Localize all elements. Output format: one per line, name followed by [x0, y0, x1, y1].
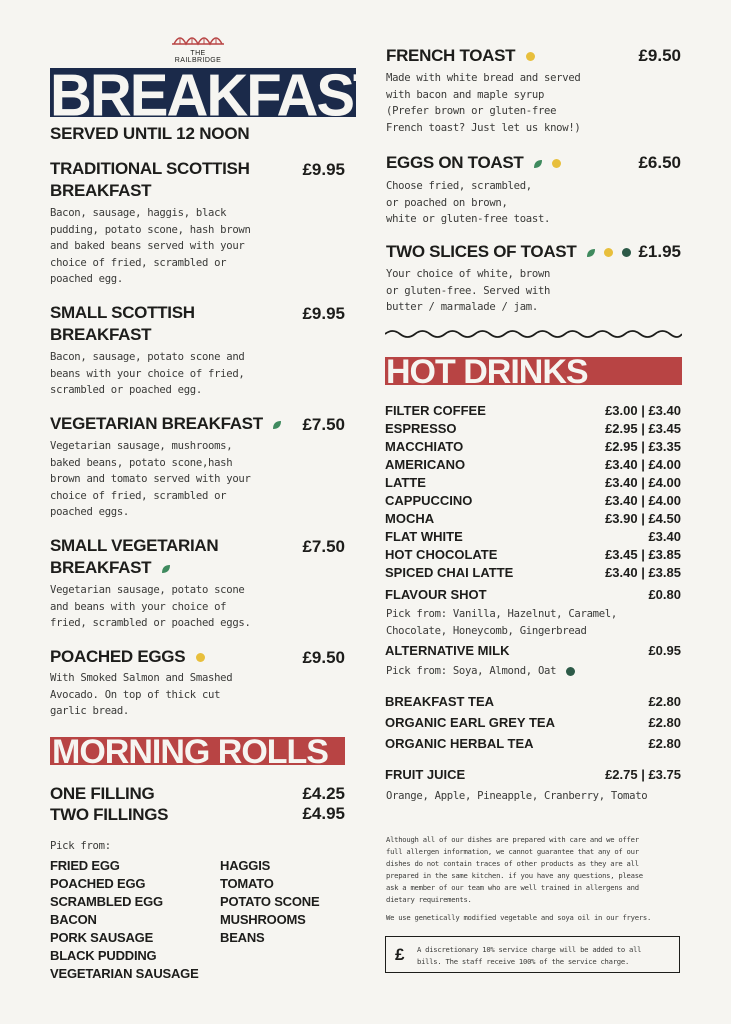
vegan-dot-icon: [622, 248, 631, 257]
brand-name: THE RAILBRIDGE: [174, 50, 222, 64]
hot-drinks-banner: [385, 357, 682, 385]
item-price: £6.50: [638, 153, 681, 172]
fish-dot-icon: [196, 653, 205, 662]
rolls-one-price: £4.25: [302, 784, 345, 803]
drink-row: FLAT WHITE £3.40: [385, 529, 681, 544]
drink-row: AMERICANO £3.40 | £4.00: [385, 457, 681, 472]
drink-row: ALTERNATIVE MILK £0.95: [385, 643, 681, 658]
pound-icon: £: [395, 945, 405, 964]
item-name: SMALL VEGETARIAN: [50, 536, 219, 555]
service-charge-box: [385, 936, 680, 973]
item-desc: Bacon, sausage, haggis, black pudding, potato scone, hash brown and baked beans served with your choice of fried, scrambled or poached egg.: [50, 207, 251, 286]
item-price: £1.95: [638, 242, 681, 261]
breakfast-title: BREAKFAST: [50, 62, 387, 129]
item-desc: Vegetarian sausage, mushrooms, baked beans, potato scone,hash brown and tomato served with your choice of fried, scrambled or poached eggs.: [50, 440, 251, 519]
item-price: £9.50: [302, 648, 345, 667]
vegan-dot-icon: [566, 667, 575, 676]
rolls-pick-label: Pick from:: [50, 840, 111, 852]
vegetarian-leaf-icon: [586, 248, 596, 258]
filling-item: BLACK PUDDING: [50, 948, 157, 963]
item-name: BREAKFAST: [50, 181, 152, 200]
drink-row: MACCHIATO £2.95 | £3.35: [385, 439, 681, 454]
drink-row: LATTE £3.40 | £4.00: [385, 475, 681, 490]
item-name: EGGS ON TOAST: [386, 152, 561, 174]
fish-dot-icon: [604, 248, 613, 257]
filling-item: POACHED EGG: [50, 876, 146, 891]
item-desc: Your choice of white, brown or gluten-free. Served with butter / marmalade / jam.: [386, 268, 551, 314]
filling-item: MUSHROOMS: [220, 912, 306, 927]
filling-item: VEGETARIAN SAUSAGE: [50, 966, 199, 981]
drink-row: ORGANIC EARL GREY TEA £2.80: [385, 715, 681, 730]
gm-note: We use genetically modified vegetable and soya oil in our fryers.: [386, 913, 652, 922]
filling-item: POTATO SCONE: [220, 894, 320, 909]
filling-item: FRIED EGG: [50, 858, 120, 873]
filling-item: BEANS: [220, 930, 265, 945]
item-price: £9.50: [638, 46, 681, 65]
hot-drinks-title: HOT DRINKS: [386, 357, 588, 385]
filling-item: HAGGIS: [220, 858, 271, 873]
item-desc: With Smoked Salmon and Smashed Avocado. On top of thick cut garlic bread.: [50, 672, 233, 718]
item-name: BREAKFAST: [50, 557, 171, 579]
item-name: TWO SLICES OF TOAST: [386, 241, 631, 263]
morning-rolls-banner: [50, 737, 345, 765]
item-price: £7.50: [302, 537, 345, 556]
filling-item: TOMATO: [220, 876, 274, 891]
drink-row: ORGANIC HERBAL TEA £2.80: [385, 736, 681, 751]
drink-row: BREAKFAST TEA £2.80: [385, 694, 681, 709]
filling-item: BACON: [50, 912, 97, 927]
filling-item: PORK SAUSAGE: [50, 930, 154, 945]
drink-row: FRUIT JUICE £2.75 | £3.75: [385, 767, 681, 782]
drink-row: SPICED CHAI LATTE £3.40 | £3.85: [385, 565, 681, 580]
rolls-one-label: ONE FILLING: [50, 784, 155, 803]
item-name: VEGETARIAN BREAKFAST: [50, 413, 282, 435]
item-desc: Choose fried, scrambled, or poached on brown, white or gluten-free toast.: [386, 180, 551, 226]
drink-row: MOCHA £3.90 | £4.50: [385, 511, 681, 526]
vegetarian-leaf-icon: [533, 159, 543, 169]
vegetarian-leaf-icon: [161, 564, 171, 574]
drink-row: ESPRESSO £2.95 | £3.45: [385, 421, 681, 436]
fish-dot-icon: [526, 52, 535, 61]
drink-row: CAPPUCCINO £3.40 | £4.00: [385, 493, 681, 508]
breakfast-subtitle: SERVED UNTIL 12 NOON: [50, 124, 250, 143]
item-desc: Bacon, sausage, potato scone and beans with your choice of fried, scrambled or poached egg.: [50, 351, 245, 397]
juice-desc: Orange, Apple, Pineapple, Cranberry, Tomato: [386, 790, 648, 802]
item-name: BREAKFAST: [50, 325, 152, 344]
drink-row: HOT CHOCOLATE £3.45 | £3.85: [385, 547, 681, 562]
bridge-icon: [170, 30, 226, 46]
fish-dot-icon: [552, 159, 561, 168]
drink-row: FILTER COFFEE £3.00 | £3.40: [385, 403, 681, 418]
item-name: POACHED EGGS: [50, 646, 205, 668]
service-charge-text: A discretionary 10% service charge will be added to all bills. The staff receive 100% of the service charge.: [417, 945, 642, 966]
item-price: £9.95: [302, 304, 345, 323]
allergen-notice: Although all of our dishes are prepared with care and we offer full allergen information, we cannot guarantee that any of our dishes do not contain traces of other products as they are all prepared in the same kitchen. if you have any questions, please ask a member of our team who are well trained in allergens and dietary requirements. We use genetically modified vegetable and soya oil in our fryers.: [386, 834, 686, 924]
item-name: FRENCH TOAST: [386, 45, 535, 67]
item-desc: Made with white bread and served with bacon and maple syrup (Prefer brown or gluten-free French toast? Just let us know!): [386, 72, 581, 134]
morning-rolls-title: MORNING ROLLS: [52, 737, 328, 765]
item-name: SMALL SCOTTISH: [50, 303, 195, 322]
flavour-desc: Pick from: Vanilla, Hazelnut, Caramel, Chocolate, Honeycomb, Gingerbread: [386, 608, 617, 637]
item-price: £7.50: [302, 415, 345, 434]
rolls-two-label: TWO FILLINGS: [50, 805, 169, 824]
drink-row: FLAVOUR SHOT £0.80: [385, 587, 681, 602]
item-name: TRADITIONAL SCOTTISH: [50, 159, 250, 178]
item-desc: Vegetarian sausage, potato scone and beans with your choice of fried, scrambled or poached eggs.: [50, 584, 251, 630]
brand-logo: [168, 30, 228, 64]
milk-desc: Pick from: Soya, Almond, Oat: [386, 663, 575, 680]
rolls-two-price: £4.95: [302, 804, 345, 823]
filling-item: SCRAMBLED EGG: [50, 894, 163, 909]
item-price: £9.95: [302, 160, 345, 179]
vegetarian-leaf-icon: [272, 420, 282, 430]
breakfast-title-banner: [50, 62, 387, 129]
wavy-divider: [385, 328, 682, 340]
